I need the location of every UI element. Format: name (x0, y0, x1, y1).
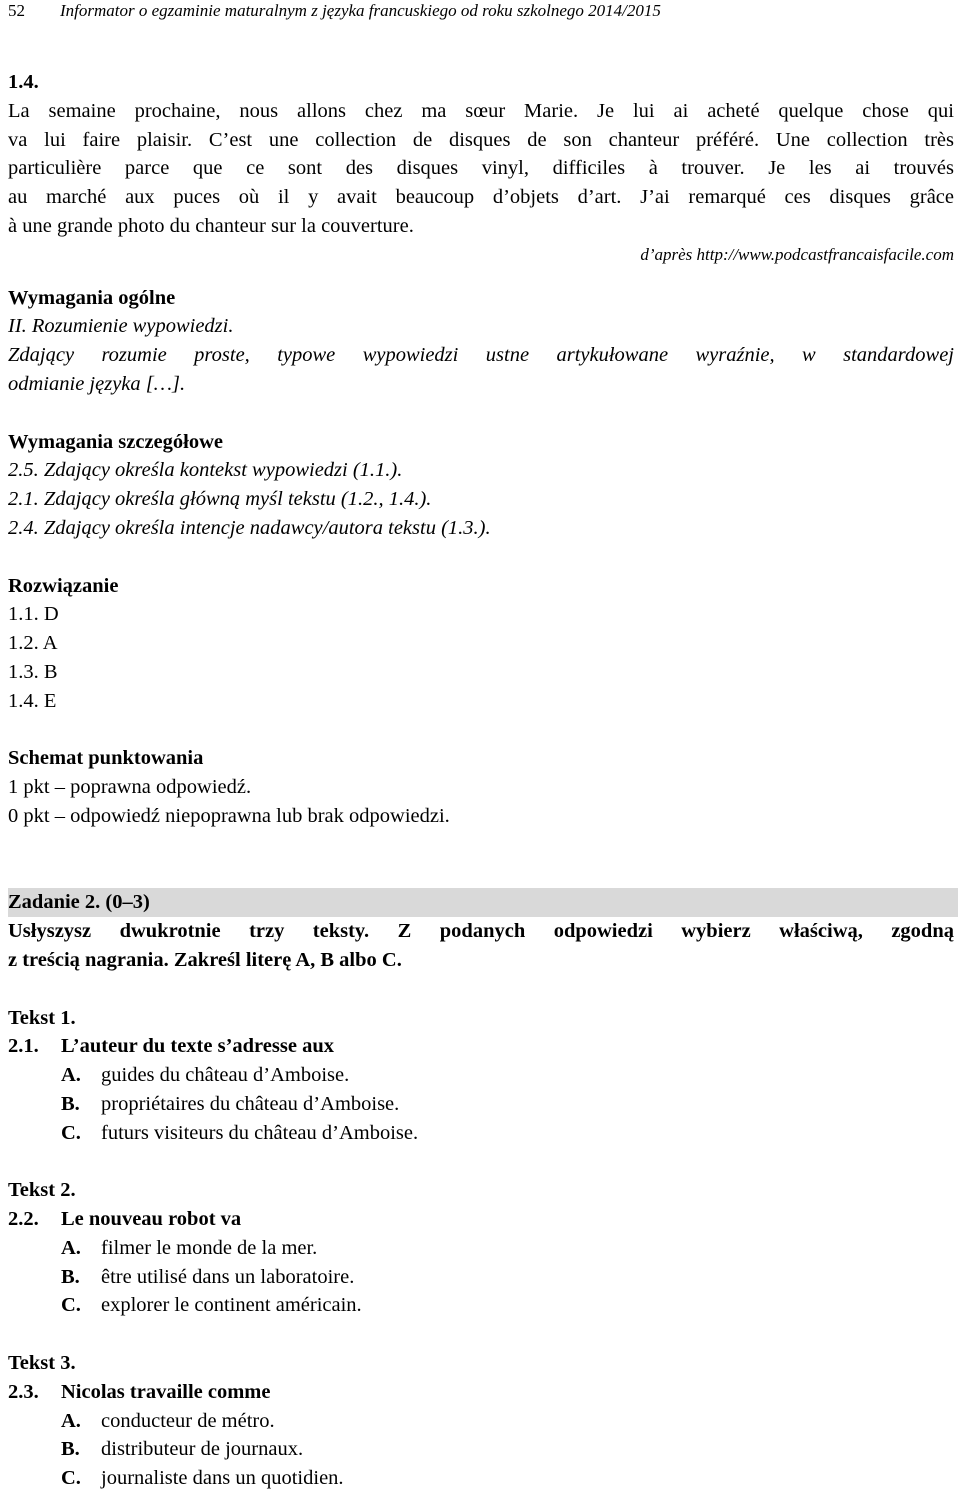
task-instruction: z treścią nagrania. Zakreśl literę A, B albo C. (8, 948, 402, 971)
requirement-item: 2.4. Zdający określa intencje nadawcy/autora tekstu (1.3.). (8, 516, 491, 539)
scoring-line: 1 pkt – poprawna odpowiedź. (8, 776, 252, 799)
answer-option[interactable] (8, 1407, 954, 1436)
question-stem (8, 1378, 954, 1407)
document-body (8, 68, 954, 1493)
question-number: 2.3. (8, 1380, 39, 1403)
option-letter: A. (61, 1064, 81, 1087)
requirement-item: 2.5. Zdający określa kontekst wypowiedzi (1.1.). (8, 459, 403, 482)
transcript-line: La semaine prochaine, nous allons chez ma sœur Marie. Je lui ai acheté quelque chose qui (8, 99, 954, 122)
answer-option[interactable] (8, 1291, 954, 1320)
option-text: propriétaires du château d’Amboise. (101, 1092, 400, 1115)
option-text: journaliste dans un quotidien. (101, 1467, 344, 1490)
header-title: Informator o egzaminie maturalnym z języka francuskiego od roku szkolnego 2014/2015 (60, 1, 661, 20)
source-citation: d’après http://www.podcastfrancaisfacile.com (640, 244, 954, 264)
question-text: Le nouveau robot va (61, 1208, 242, 1231)
answer-option[interactable] (8, 1435, 954, 1464)
option-text: conducteur de métro. (101, 1409, 275, 1432)
answer-option[interactable] (8, 1061, 954, 1090)
option-letter: C. (61, 1121, 81, 1144)
question-stem (8, 1032, 954, 1061)
option-letter: A. (61, 1409, 81, 1432)
option-letter: C. (61, 1467, 81, 1490)
option-letter: B. (61, 1092, 80, 1115)
transcript-line: va lui faire plaisir. C’est une collection de disques de son chanteur préféré. Une collection très (8, 128, 954, 151)
solution-heading: Rozwiązanie (8, 574, 119, 597)
question-text: L’auteur du texte s’adresse aux (61, 1035, 334, 1058)
answer-item: 1.2. A (8, 632, 58, 655)
task-title-bar: Zadanie 2. (0–3) (8, 888, 958, 917)
answer-option[interactable] (8, 1119, 954, 1148)
text-label: Tekst 2. (8, 1179, 76, 1202)
requirements-general-line: odmianie języka […]. (8, 372, 186, 395)
option-letter: C. (61, 1294, 81, 1317)
option-text: distributeur de journaux. (101, 1438, 304, 1461)
question-stem (8, 1205, 954, 1234)
transcript-line: au marché aux puces où il y avait beaucoup d’objets d’art. J’ai remarqué ces disques grâce (8, 186, 954, 209)
option-text: être utilisé dans un laboratoire. (101, 1265, 355, 1288)
task-instruction: Usłyszysz dwukrotnie trzy teksty. Z podanych odpowiedzi wybierz właściwą, zgodną (8, 920, 954, 943)
transcript-line: particulière parce que ce sont des disques vinyl, difficiles à trouver. Je les ai trouvés (8, 157, 954, 180)
option-letter: B. (61, 1265, 80, 1288)
option-letter: B. (61, 1438, 80, 1461)
answer-option[interactable] (8, 1464, 954, 1493)
answer-option[interactable] (8, 1263, 954, 1292)
answer-option[interactable] (8, 1090, 954, 1119)
requirement-item: 2.1. Zdający określa główną myśl tekstu (1.2., 1.4.). (8, 488, 432, 511)
option-text: futurs visiteurs du château d’Amboise. (101, 1121, 419, 1144)
scoring-line: 0 pkt – odpowiedź niepoprawna lub brak odpowiedzi. (8, 804, 450, 827)
option-text: explorer le continent américain. (101, 1294, 362, 1317)
requirements-general-line: Zdający rozumie proste, typowe wypowiedzi ustne artykułowane wyraźnie, w standardowej (8, 344, 954, 367)
requirements-general-heading: Wymagania ogólne (8, 286, 176, 309)
question-text: Nicolas travaille comme (61, 1380, 271, 1403)
requirements-detailed-heading: Wymagania szczegółowe (8, 430, 224, 453)
option-text: guides du château d’Amboise. (101, 1064, 350, 1087)
answer-item: 1.3. B (8, 660, 58, 683)
answer-option[interactable] (8, 1234, 954, 1263)
text-label: Tekst 3. (8, 1352, 76, 1375)
page-number: 52 (8, 1, 25, 20)
option-letter: A. (61, 1236, 81, 1259)
page-header (8, 0, 661, 22)
text-label: Tekst 1. (8, 1006, 76, 1029)
option-text: filmer le monde de la mer. (101, 1236, 318, 1259)
answer-item: 1.4. E (8, 689, 57, 712)
transcript-line: à une grande photo du chanteur sur la couverture. (8, 214, 414, 237)
question-number: 2.1. (8, 1035, 39, 1058)
scoring-heading: Schemat punktowania (8, 747, 204, 770)
answer-item: 1.1. D (8, 603, 59, 626)
section-number: 1.4. (8, 71, 39, 93)
question-number: 2.2. (8, 1208, 39, 1231)
requirements-general-line: II. Rozumienie wypowiedzi. (8, 315, 234, 338)
